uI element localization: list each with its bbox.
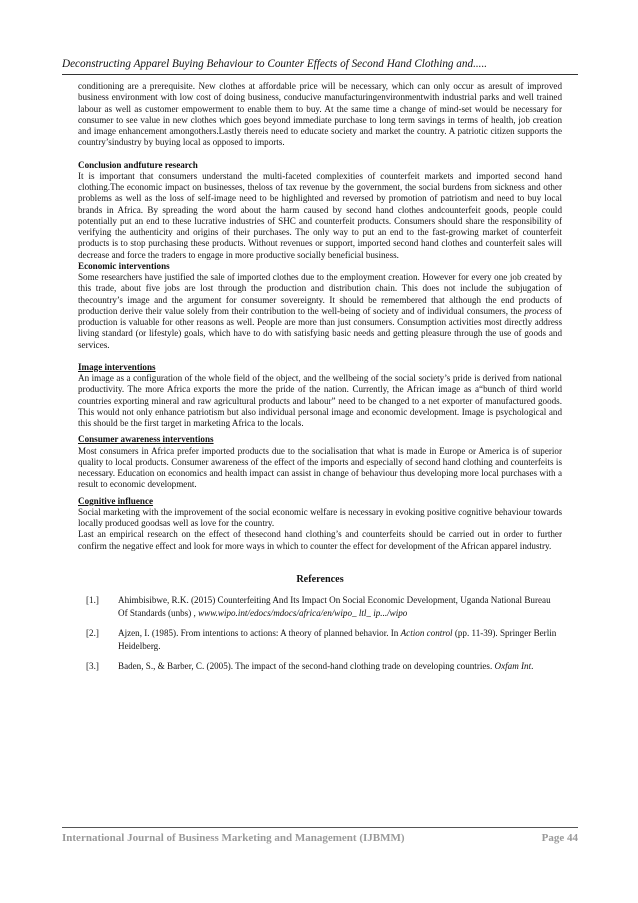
reference-number: [2.] [86, 628, 99, 638]
page-body [78, 81, 562, 681]
reference-item [78, 594, 562, 619]
references-title: References [296, 573, 344, 585]
page-footer [62, 827, 578, 844]
cognitive-heading: Cognitive influence [78, 495, 154, 506]
reference-url: www.wipo.int/edocs/mdocs/africa/en/wipo_ ltl_ ip.../wipo [198, 607, 408, 618]
conclusion-paragraph: It is important that consumers understand the multi-faceted complexities of counterfeit markets and imported second hand clothing.The economic impact on businesses, theloss of tax revenue by the government, the social burdens from sickness and other problems as well as the loss of self-image need to be highlighted and reversed by promotion of patriotism and need to buy local brands in Africa. By spreading the word about the harm caused by second hand clothes andcounterfeit goods, people could potentially put an end to these lucrative industries of SHC and counterfeit products. Consumers should share the responsibility of verifying the authenticity and origins of their purchases. The only way to put an end to the fast-growing market of counterfeit products is to stop purchasing these products. Without revenues or support, imported second hand clothes and counterfeit sales will decrease and force the traders to engage in more productive socially beneficial business. [78, 170, 562, 260]
consumer-paragraph: Most consumers in Africa prefer imported products due to the socialisation that what is made in Europe or America is of superior quality to local products. Consumer awareness of the effect of the imports and especially of second hand clothing and counterfeits is necessary. Education on economics and health impact can assist in change of behaviour thus developing more local purchases with a result to economic development. [78, 445, 562, 490]
running-header: Deconstructing Apparel Buying Behaviour to Counter Effects of Second Hand Clothing and..... [62, 58, 578, 75]
conclusion-heading: Conclusion andfuture research [78, 159, 198, 170]
economic-text-2: of production is valuable for other reasons as well. People are more than just consumers. Consumption activities most directly address living standard (or lifestyle) goals, which have to do with satisfying basic needs and getting pleasure through the use of goods and services. [78, 305, 562, 350]
reference-body: Ahimbisibwe, R.K. (2015) Counterfeiting And Its Impact On Social Economic Development, Uganda National Bureau Of Standards (unbs) , [118, 595, 551, 618]
reference-text [118, 594, 562, 619]
reference-body: Ajzen, I. (1985). From intentions to actions: A theory of planned behavior. In [118, 628, 401, 638]
economic-text-italic: process [524, 305, 552, 316]
reference-tail: . [531, 661, 534, 671]
consumer-heading: Consumer awareness interventions [78, 434, 214, 445]
reference-item [78, 660, 562, 673]
cognitive-paragraph-2: Last an empirical research on the effect of thesecond hand clothing’s and counterfeits should be carried out in order to further confirm the negative effect and look for more ways in which to counter the effect for development of the African apparel industry. [78, 529, 562, 551]
intro-paragraph: conditioning are a prerequisite. New clothes at affordable price will be necessary, which can only occur as aresult of improved business environment with low cost of doing business, conducive manufacturingenvironmentwith industrial parks and well trained labour as well as customer empowerment to enable them to buy. At the same time a change of mind-set would be necessary for consumer to see value in new clothes which goes beyond immediate purchase to long term savings in terms of health, job creation and image enhancement amongothers.Lastly thereis need to educate society and market the country. A patriotic citizen supports the country’sindustry by buying local as opposed to imports. [78, 81, 562, 148]
reference-publisher: Oxfam Int [494, 661, 532, 671]
reference-book-title: Action control [400, 628, 453, 638]
economic-paragraph [78, 272, 562, 351]
reference-text [118, 660, 562, 673]
economic-text-1: Some researchers have justified the sale of imported clothes due to the employment creation. However for every one job created by this trade, about five jobs are lost through the production and distribution chain. This does not include the subjugation of thecountry’s image and the argument for consumer sovereignty. It should be remembered that although the end products of production derive their value solely from their contribution to the well-being of society and of individual consumers, the [78, 272, 562, 316]
reference-item [78, 627, 562, 652]
reference-body: Baden, S., & Barber, C. (2005). The impact of the second-hand clothing trade on developing countries. [118, 661, 495, 671]
reference-tail: (pp. 11-39). Springer Berlin Heidelberg. [118, 628, 557, 651]
reference-number: [1.] [86, 595, 99, 605]
reference-number: [3.] [86, 661, 99, 671]
image-heading: Image interventions [78, 361, 156, 372]
footer-journal-name: International Journal of Business Marketing and Management (IJBMM) [62, 832, 405, 844]
reference-text [118, 627, 562, 652]
image-paragraph: An image as a configuration of the whole field of the object, and the wellbeing of the social society’s pride is derived from national productivity. The more Africa exports the more the pride of the nation. Currently, the African image as a“bunch of third world countries exporting mineral and raw agricultural products and labour” need to be changed to a net exporter of manufactured goods. This would not only enhance patriotism but also individual personal image and economic development. Image is psychological and this should be the first target in marketing Africa to the locals. [78, 373, 562, 428]
cognitive-paragraph-1: Social marketing with the improvement of the social economic welfare is necessary in evoking positive cognitive behaviour towards locally produced goodsas well as love for the country. [78, 506, 562, 528]
economic-heading: Economic interventions [78, 260, 170, 271]
footer-page-number: Page 44 [541, 832, 578, 844]
